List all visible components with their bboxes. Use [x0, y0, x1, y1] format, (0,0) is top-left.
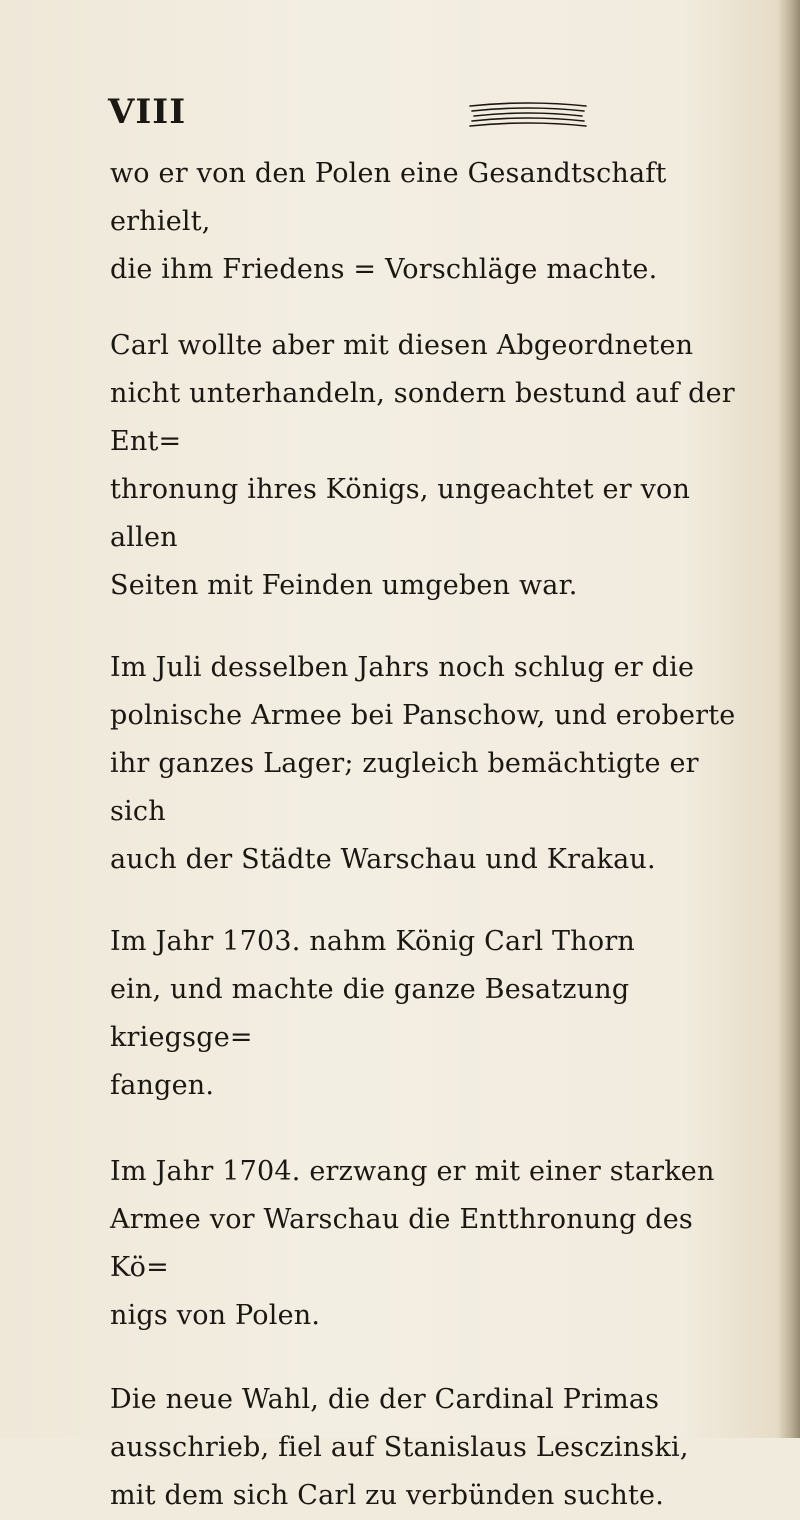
page-number: VIII	[108, 92, 187, 132]
paragraph-1: wo er von den Polen eine Gesandtschaft erhielt, die ihm Friedens = Vorschläge machte.	[110, 158, 667, 285]
paragraph-6: Die neue Wahl, die der Cardinal Primas ausschrieb, fiel auf Stanislaus Lesczinski, mit dem sich Carl zu verbünden suchte.	[110, 1384, 689, 1511]
paragraph-4: Im Jahr 1703. nahm König Carl Thorn ein, und machte die ganze Besatzung kriegsge= fangen.	[110, 926, 636, 1101]
paragraph-2: Carl wollte aber mit diesen Abgeordneten nicht unterhandeln, sondern bestund auf der Ent= thronung ihres Königs, ungeachtet er von allen Seiten mit Feinden umgeben war.	[110, 330, 735, 601]
paragraph-3: Im Juli desselben Jahrs noch schlug er die polnische Armee bei Panschow, und eroberte ihr ganzes Lager; zugleich bemächtigte er sich auch der Städte Warschau und Krakau.	[110, 652, 736, 875]
page-header	[108, 92, 708, 152]
page-edge-shadow	[778, 0, 800, 1438]
header-ornament	[468, 100, 588, 128]
paragraph-5: Im Jahr 1704. erzwang er mit einer starken Armee vor Warschau die Entthronung des Kö= nigs von Polen.	[110, 1156, 715, 1331]
main-text	[110, 150, 740, 1520]
